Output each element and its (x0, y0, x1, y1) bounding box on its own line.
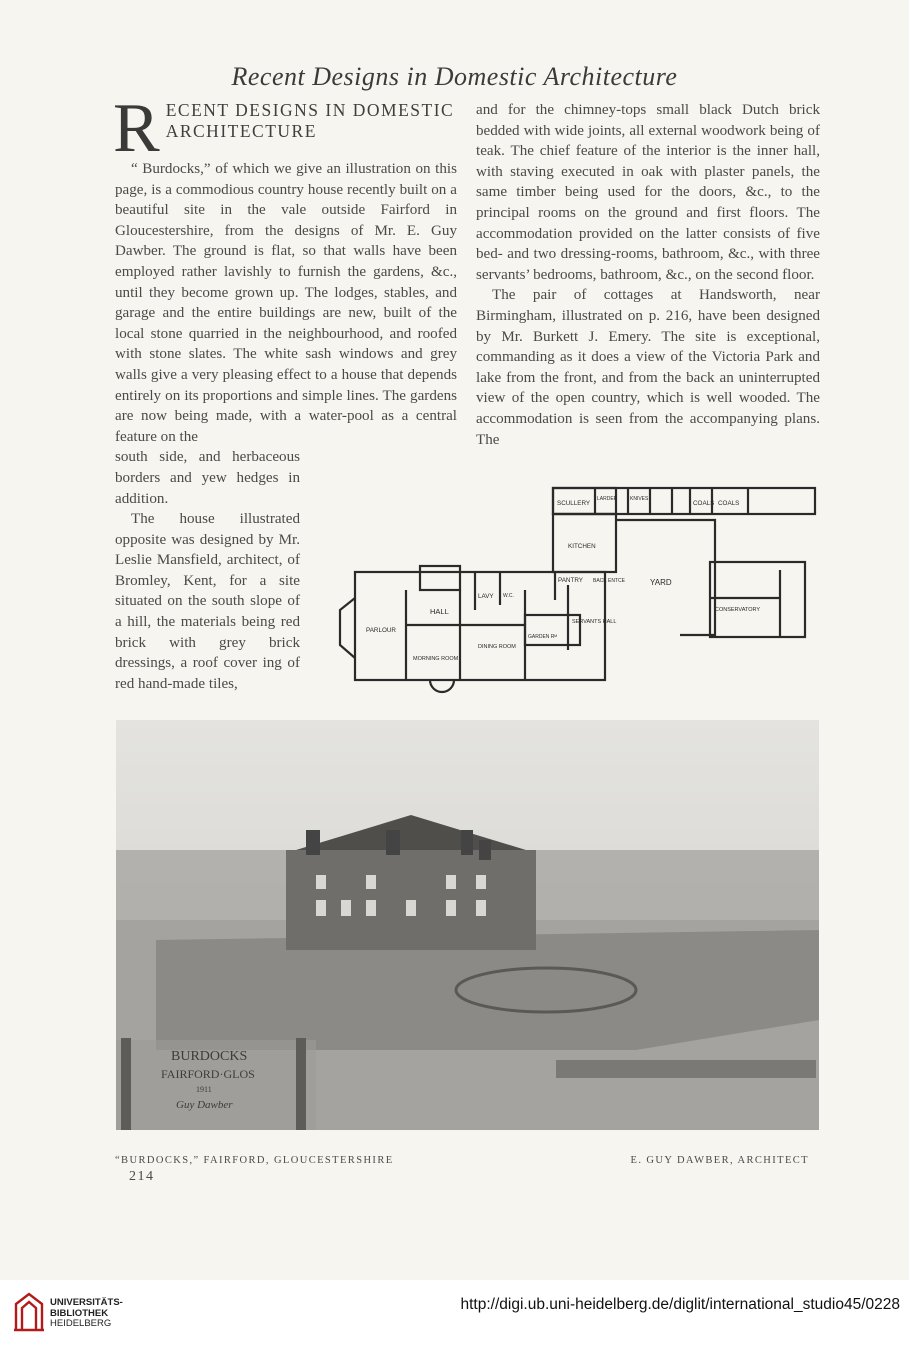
paragraph-mansfield: The house illustrated opposite was designed by Mr. Leslie Mansfield, architect, of Bromley, Kent, for a site situated on the south slope of a hill, the materials being red brick with grey brick dressings, a roof cover ing of red hand-made tiles, (115, 511, 300, 692)
plan-label-parlour: PARLOUR (366, 627, 396, 634)
page-number: 214 (129, 1169, 155, 1184)
heading-line-2: ARCHITECTURE (165, 121, 317, 141)
plan-label-wc: W.C. (503, 593, 514, 599)
plan-label-hall: HALL (430, 607, 449, 616)
plan-label-larder: LARDER (597, 496, 618, 502)
plan-label-pantry: PANTRY (558, 577, 583, 584)
paragraph-interior: and for the chimney-tops small black Dutch brick bedded with wide joints, all external woodwork being of teak. The chief feature of the interior is the inner hall, with staving executed in oak with plaster panels, the same timber being used for the doors, &c., to the principal rooms on the ground and first floors. The accommodation provided on the latter consists of five bed- and two dressing-rooms, bathroom, &c., with three servants’ bedrooms, bathroom, &c., on the second floor. (476, 102, 820, 283)
plan-label-lavy: LAVY (478, 593, 494, 600)
library-name (50, 1298, 123, 1330)
plan-label-kitchen: KITCHEN (568, 543, 596, 550)
paragraph-burdocks-continued: south side, and herbaceous borders and yew hedges in addition. (115, 449, 300, 507)
library-name-line-3: HEIDELBERG (50, 1318, 112, 1329)
inset-date: 1911 (196, 1085, 212, 1094)
plan-label-servants-hall: SERVANTS HALL (572, 619, 617, 625)
plan-label-yard: YARD (650, 578, 672, 587)
plan-label-coals-1: COALS (693, 500, 715, 507)
drop-cap: R (113, 90, 160, 167)
plan-label-coals-2: COALS (718, 500, 740, 507)
library-name-line-2: BIBLIOTHEK (50, 1307, 109, 1319)
running-head: Recent Designs in Domestic Architecture (231, 62, 678, 91)
heading-line-1: ECENT DESIGNS IN DOMESTIC (165, 100, 455, 120)
plan-label-scullery: SCULLERY (557, 500, 591, 507)
floor-plan (310, 480, 825, 695)
plan-label-conservatory: CONSERVATORY (715, 607, 761, 613)
inset-title: BURDOCKS (171, 1049, 248, 1064)
article-heading (115, 100, 457, 142)
source-url-link[interactable]: http://digi.ub.uni-heidelberg.de/diglit/international_studio45/0228 (460, 1296, 900, 1313)
inset-signature: Guy Dawber (176, 1099, 233, 1111)
footer-bar (0, 1280, 909, 1351)
perspective-illustration (116, 720, 819, 1130)
paragraph-handsworth: The pair of cottages at Handsworth, near Birmingham, illustrated on p. 216, have been designed by Mr. Burkett J. Emery. The site is exceptional, commanding as it does a view of the Victoria Park and lake from the front, and from the back an uninterrupted view of the open country, which is well wooded. The accommodation is seen from the accompanying plans. The (476, 287, 820, 448)
plan-label-dining-room: DINING ROOM (478, 644, 516, 650)
library-logo-icon (12, 1290, 46, 1334)
paragraph-burdocks: “ Burdocks,” of which we give an illustration on this page, is a commodious country house recently built on a beautiful site in the vale outside Fairford in Gloucestershire, from the designs of Mr. E. Guy Dawber. The ground is flat, so that walls have been employed rather lavishly to furnish the gardens, &c., until they become grown up. The lodges, stables, and garage and the entire buildings are new, built of the local stone quarried in the neighbourhood, and roofed with stone slates. The white sash windows and grey walls give a very pleasing effect to a house that depends entirely on its proportions and simple lines. The gardens are now being made, with a water-pool as a central feature on the (115, 161, 457, 445)
inset-subtitle: FAIRFORD·GLOS (161, 1067, 255, 1081)
caption-left: “BURDOCKS,” FAIRFORD, GLOUCESTERSHIRE (115, 1155, 394, 1166)
plan-label-garden-rm: GARDEN Rᴹ (528, 634, 557, 640)
caption-right: E. GUY DAWBER, ARCHITECT (630, 1155, 809, 1166)
right-column (476, 100, 820, 450)
library-name-line-1: UNIVERSITÄTS- (50, 1297, 123, 1308)
plan-label-back-entce: BACK ENTCE (593, 578, 625, 584)
plan-label-knives: KNIVES (630, 496, 649, 502)
plan-label-morning-room: MORNING ROOM (413, 656, 459, 662)
